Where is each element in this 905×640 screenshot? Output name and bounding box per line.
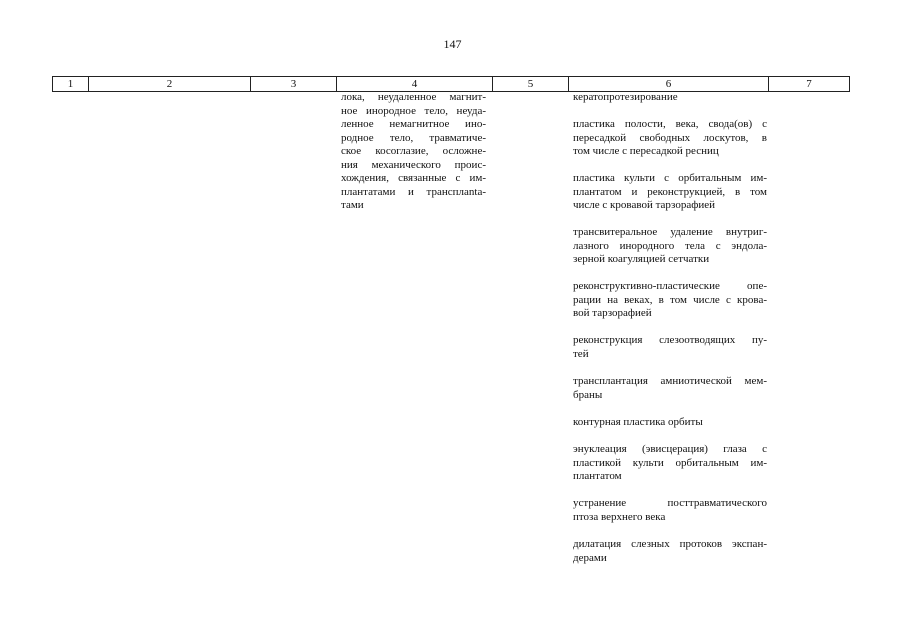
- procedure-line: браны: [573, 388, 603, 401]
- procedure-item: [573, 375, 767, 402]
- column-4-line: ленное немагнитное ино-: [341, 118, 486, 130]
- procedure-line: плантатом: [573, 470, 622, 482]
- procedure-line: трансвитеральное удаление внутриг-: [573, 226, 767, 238]
- procedure-line: птоза верхнего века: [573, 510, 666, 523]
- procedure-item: [573, 497, 767, 524]
- column-4-line: ное инородное тело, неуда-: [341, 104, 486, 117]
- procedure-line: лазного инородного тела с эндола-: [573, 239, 767, 252]
- column-4-line: тами: [341, 199, 364, 211]
- procedure-line: пересадкой свободных лоскутов, в: [573, 131, 767, 144]
- header-cell-4: 4: [336, 77, 492, 91]
- procedure-line: реконструкция слезоотводящих пу-: [573, 334, 767, 346]
- header-cell-7: 7: [768, 77, 850, 91]
- procedure-line: дерами: [573, 551, 607, 564]
- procedure-line: вой тарзорафией: [573, 307, 652, 319]
- procedure-line: пластикой культи орбитальным им-: [573, 456, 767, 469]
- procedure-item: [573, 226, 767, 267]
- header-cell-6: 6: [568, 77, 768, 91]
- procedure-item: [573, 172, 767, 213]
- procedure-line: числе с кровавой тарзорафией: [573, 199, 715, 211]
- procedure-item: [573, 334, 767, 361]
- procedure-line: тей: [573, 347, 589, 360]
- procedure-line: контурная пластика орбиты: [573, 416, 703, 428]
- column-4-diagnosis-text: [341, 91, 486, 213]
- procedure-line: рации на веках, в том числе с крова-: [573, 293, 767, 306]
- procedure-line: реконструктивно-пластические опе-: [573, 280, 767, 292]
- procedure-line: плантатом и реконструкцией, в том: [573, 185, 767, 198]
- procedure-line: энуклеация (эвисцерация) глаза с: [573, 443, 767, 455]
- procedure-item: [573, 416, 767, 430]
- procedure-line: том числе с пересадкой ресниц: [573, 145, 719, 157]
- header-cell-5: 5: [492, 77, 568, 91]
- page-number: 147: [443, 37, 462, 51]
- table-header-row: [52, 76, 850, 92]
- procedure-item: [573, 280, 767, 321]
- procedure-item: [573, 118, 767, 159]
- procedure-line: трансплантация амниотической мем-: [573, 375, 767, 387]
- column-4-line: ское косоглазие, осложне-: [341, 145, 486, 157]
- procedure-item: [573, 443, 767, 484]
- column-4-line: плантатами и трансплanta-: [341, 185, 486, 198]
- procedure-line: пластика культи с орбитальным им-: [573, 172, 767, 184]
- procedure-line: устранение посттравматического: [573, 497, 767, 509]
- procedure-line: зерной коагуляцией сетчатки: [573, 253, 710, 265]
- procedure-item: [573, 91, 767, 105]
- column-4-line: родное тело, травматиче-: [341, 131, 486, 144]
- column-4-line: ния механического проис-: [341, 158, 486, 171]
- column-4-line: хождения, связанные с им-: [341, 172, 486, 184]
- header-cell-3: 3: [250, 77, 336, 91]
- procedure-line: пластика полости, века, свода(ов) с: [573, 118, 767, 130]
- procedure-item: [573, 538, 767, 565]
- procedure-line: кератопротезирование: [573, 91, 678, 103]
- column-4-line: лока, неудаленное магнит-: [341, 91, 486, 103]
- header-cell-1: 1: [52, 77, 88, 91]
- header-cell-2: 2: [88, 77, 250, 91]
- procedure-line: дилатация слезных протоков экспан-: [573, 538, 767, 550]
